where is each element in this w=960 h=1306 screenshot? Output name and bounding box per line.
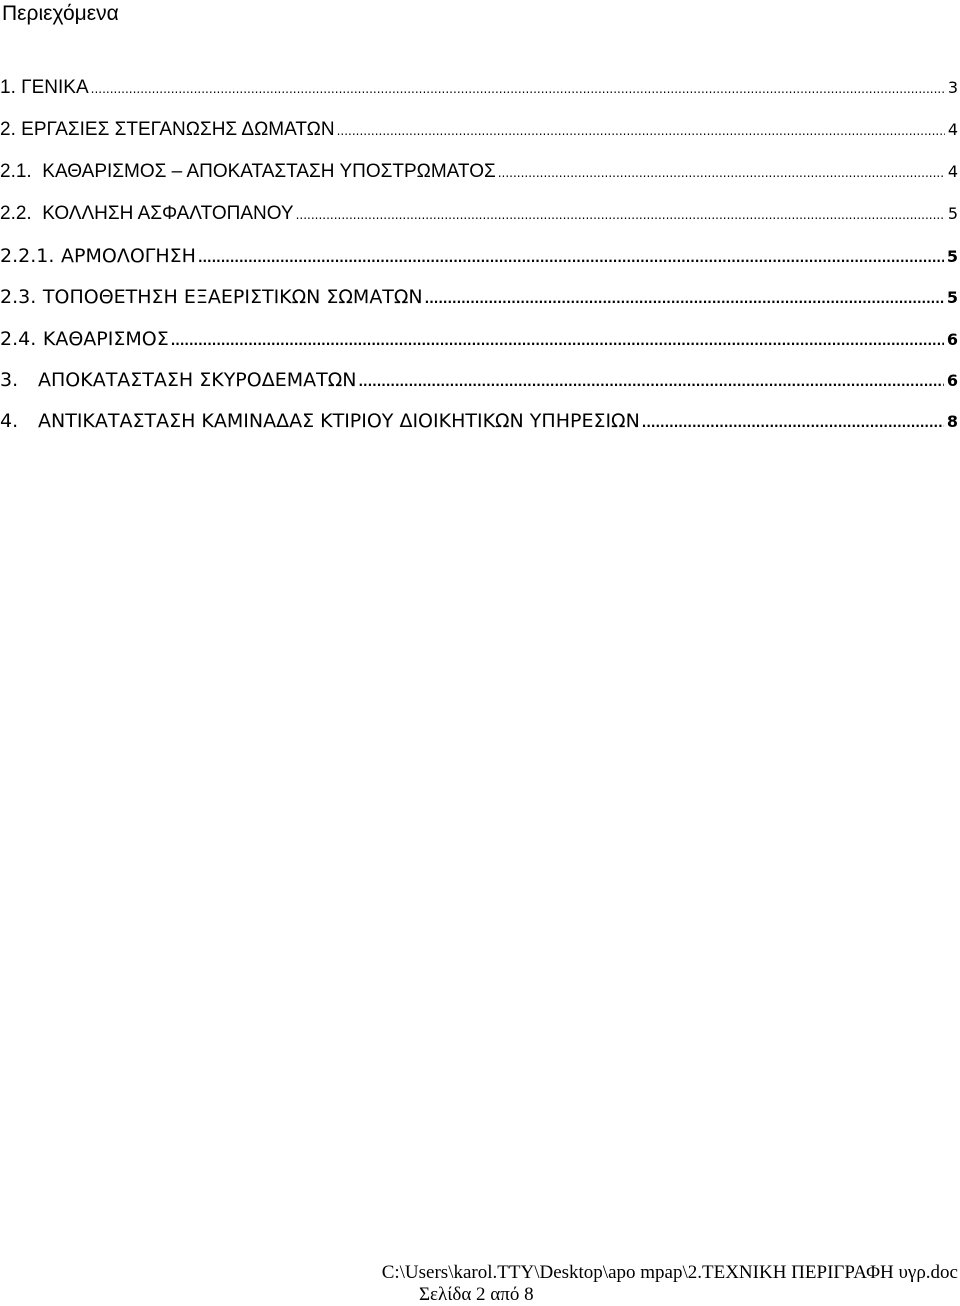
dot-leader [171, 327, 944, 355]
dot-leader [296, 201, 945, 229]
toc-entry-number: 2.2. [0, 203, 32, 224]
toc-entry-number: 2.1. [0, 161, 32, 182]
toc-entry-number: 2.3. [0, 286, 37, 308]
toc-entry-page: 4 [947, 120, 958, 139]
toc-entry-label: ΚΑΘΑΡΙΣΜΟΣ – ΑΠΟΚΑΤΑΣΤΑΣΗ ΥΠΟΣΤΡΩΜΑΤΟΣ [42, 161, 496, 182]
toc-entry-number: 1. [0, 77, 16, 98]
toc-entry-apokatastasi-skyrodematon[interactable] [0, 366, 958, 394]
toc-entry-genika[interactable] [0, 74, 958, 102]
toc-entry-page: 3 [947, 78, 958, 97]
toc-entry-page: 6 [946, 371, 958, 390]
toc-entry-katharismos-ypostromatos[interactable] [0, 158, 958, 186]
toc-entry-label: ΚΟΛΛΗΣΗ ΑΣΦΑΛΤΟΠΑΝΟΥ [42, 203, 294, 224]
toc-entry-number: 2.2.1. [0, 245, 55, 267]
toc-entry-armologisi[interactable] [0, 242, 958, 270]
toc-entry-number: 2.4. [0, 328, 37, 350]
footer-page-number: Σελίδα 2 από 8 [419, 1284, 534, 1305]
toc-entry-label: ΕΡΓΑΣΙΕΣ ΣΤΕΓΑΝΩΣΗΣ ΔΩΜΑΤΩΝ [21, 119, 335, 140]
toc-entry-topothetisi-exaeristikon[interactable] [0, 283, 958, 311]
dot-leader [358, 368, 943, 396]
toc-title: Περιεχόμενα [2, 2, 119, 25]
toc-entry-page: 6 [946, 330, 958, 349]
toc-entry-page: 8 [946, 412, 958, 431]
footer-file-path: C:\Users\karol.TTY\Desktop\apo mpap\2.ΤΕΧΝΙΚΗ ΠΕΡΙΓΡΑΦΗ υγρ.doc [381, 1262, 958, 1283]
toc-entry-antikatastasi-kaminadas[interactable] [0, 407, 958, 435]
toc-entry-label: ΑΠΟΚΑΤΑΣΤΑΣΗ ΣΚΥΡΟΔΕΜΑΤΩΝ [38, 369, 357, 391]
toc-entry-label: ΓΕΝΙΚΑ [21, 77, 89, 98]
dot-leader [198, 244, 944, 272]
toc-entry-label: ΤΟΠΟΘΕΤΗΣΗ ΕΞΑΕΡΙΣΤΙΚΩΝ ΣΩΜΑΤΩΝ [42, 286, 423, 308]
toc-entry-label: ΑΝΤΙΚΑΤΑΣΤΑΣΗ ΚΑΜΙΝΑΔΑΣ ΚΤΙΡΙΟΥ ΔΙΟΙΚΗΤΙΚΩΝ ΥΠΗΡΕΣΙΩΝ [38, 410, 640, 432]
dot-leader [337, 117, 945, 145]
toc-entry-page: 4 [947, 162, 958, 181]
toc-entry-katharismos[interactable] [0, 325, 958, 353]
toc-entry-number: 4. [0, 410, 19, 432]
toc-entry-label: ΚΑΘΑΡΙΣΜΟΣ [42, 328, 169, 350]
dot-leader [91, 75, 945, 103]
toc-entry-label: ΑΡΜΟΛΟΓΗΣΗ [61, 245, 196, 267]
toc-entry-number: 3. [0, 369, 19, 391]
toc-entry-page: 5 [946, 288, 958, 307]
dot-leader [642, 409, 944, 437]
toc-entry-ergasies-steganosis[interactable] [0, 116, 958, 144]
dot-leader [425, 285, 944, 313]
toc-entry-page: 5 [947, 204, 958, 223]
toc-entry-kollisi-asfaltopanou[interactable] [0, 200, 958, 228]
dot-leader [498, 159, 945, 187]
toc-entry-page: 5 [946, 247, 958, 266]
toc-entry-number: 2. [0, 119, 16, 140]
